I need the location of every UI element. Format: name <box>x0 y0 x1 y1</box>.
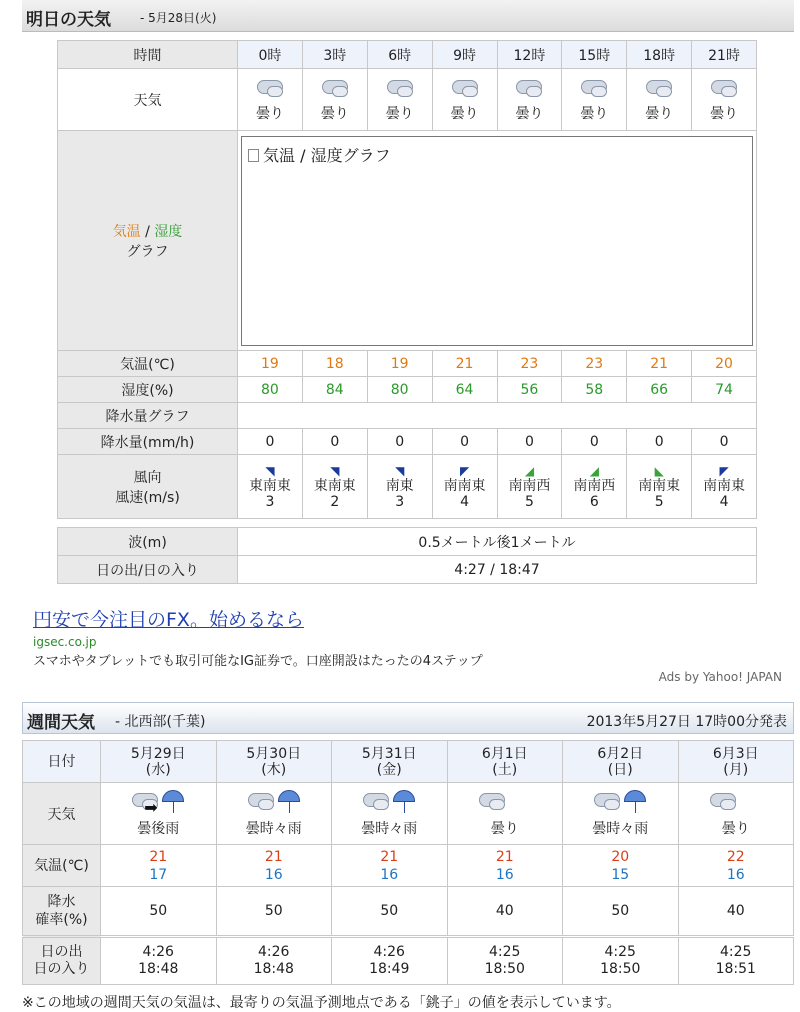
weekly-low-temp: 15 <box>611 866 630 883</box>
wind-cell <box>238 455 303 519</box>
wind-speed: 2 <box>330 493 340 510</box>
weekly-sun-row <box>23 937 794 985</box>
wind-speed: 5 <box>654 493 664 510</box>
sunrise-sunset-label: 日の出/日の入り <box>58 556 238 584</box>
weekly-high-temp: 20 <box>611 848 630 865</box>
humidity-cell: 80 <box>238 377 303 403</box>
ads-by-yahoo[interactable]: Ads by Yahoo! JAPAN <box>658 670 782 684</box>
weather-text: 曇り <box>450 105 479 122</box>
weekly-temp-cell <box>563 845 679 887</box>
wind-dir-label: 風向 <box>133 469 162 486</box>
weekly-temp-cell <box>216 845 332 887</box>
weekly-low-temp: 16 <box>264 866 283 883</box>
precip-cell: 0 <box>238 429 303 455</box>
weekly-sunset: 18:48 <box>138 961 179 977</box>
weekly-high-temp: 22 <box>726 848 745 865</box>
wind-direction: 南南西 <box>573 477 616 494</box>
wind-cell <box>692 455 757 519</box>
wind-speed: 4 <box>460 493 470 510</box>
graph-label-slash: / <box>140 223 155 240</box>
cloudy-icon <box>644 77 674 97</box>
temp-row <box>58 351 757 377</box>
weekly-weather-text: 曇時々雨 <box>592 820 649 837</box>
wind-speed: 5 <box>524 493 534 510</box>
wind-row <box>58 455 757 519</box>
temp-cell: 21 <box>432 351 497 377</box>
humidity-label: 湿度(%) <box>58 377 238 403</box>
temp-label: 気温(℃) <box>58 351 238 377</box>
ad-title-link[interactable]: 円安で今注目のFX。始めるなら <box>33 609 304 631</box>
wind-arrow-icon: ◢ <box>524 463 535 478</box>
cloud-front <box>397 86 413 97</box>
weekly-rain-row <box>23 887 794 937</box>
weekly-date: 5月29日 <box>130 745 186 762</box>
temp-cell: 23 <box>497 351 562 377</box>
weekly-dow: (木) <box>261 761 287 778</box>
weekly-rain-cell: 50 <box>563 887 679 937</box>
weekly-weather-cell <box>216 783 332 845</box>
temp-cell: 23 <box>562 351 627 377</box>
wind-direction: 南南西 <box>508 477 551 494</box>
weekly-high-temp: 21 <box>495 848 514 865</box>
hour-cell: 15時 <box>562 41 627 69</box>
weekly-sun-label-2: 日の入り <box>33 961 90 977</box>
weather-cell <box>432 69 497 131</box>
wind-arrow-icon: ◤ <box>459 463 470 478</box>
graph-row <box>58 131 757 351</box>
cloudy-icon <box>514 77 544 97</box>
weekly-low-temp: 16 <box>495 866 514 883</box>
wind-speed-label: 風速(m/s) <box>115 489 180 506</box>
graph-label-temp: 気温 <box>112 223 141 240</box>
sunrise-sunset-value: 4:27 / 18:47 <box>238 556 757 584</box>
weekly-sunset: 18:48 <box>253 961 294 977</box>
humidity-cell: 80 <box>367 377 432 403</box>
wind-cell <box>302 455 367 519</box>
tomorrow-weather-header <box>22 0 794 32</box>
weekly-sun-cell <box>101 937 217 985</box>
weekly-high-temp: 21 <box>149 848 168 865</box>
temp-cell: 19 <box>238 351 303 377</box>
weekly-temp-label: 気温(℃) <box>23 845 101 887</box>
weekly-rain-label-2: 確率(%) <box>35 912 88 928</box>
wind-direction: 南南東 <box>638 477 681 494</box>
cloudy-icon <box>450 77 480 97</box>
precip-cell: 0 <box>562 429 627 455</box>
weekly-date-label: 日付 <box>23 741 101 783</box>
weather-text: 曇り <box>645 105 674 122</box>
hour-cell: 18時 <box>627 41 692 69</box>
precip-graph-cell <box>238 403 757 429</box>
weekly-sun-cell <box>216 937 332 985</box>
weekly-rain-cell: 40 <box>678 887 794 937</box>
humidity-cell: 56 <box>497 377 562 403</box>
weather-cell <box>238 69 303 131</box>
wind-arrow-icon: ◥ <box>330 463 340 478</box>
hour-cell: 9時 <box>432 41 497 69</box>
graph-alt-text: 気温 / 湿度グラフ <box>263 145 391 165</box>
cloud-front <box>604 799 620 810</box>
cloud-front <box>267 86 283 97</box>
precip-cell: 0 <box>432 429 497 455</box>
temp-cell: 21 <box>627 351 692 377</box>
cloudy-icon <box>255 77 285 97</box>
weekly-sunrise: 4:26 <box>142 944 174 960</box>
weather-text: 曇り <box>580 105 609 122</box>
wind-direction: 南東 <box>385 477 414 494</box>
weekly-temp-cell <box>332 845 448 887</box>
precip-row <box>58 429 757 455</box>
umbrella-icon <box>162 790 184 802</box>
cloud-rain-icon <box>246 790 302 814</box>
graph-cell <box>238 131 757 351</box>
weekly-temp-cell <box>447 845 563 887</box>
weekly-high-temp: 21 <box>264 848 283 865</box>
cloud-rain-icon <box>361 790 417 814</box>
weekly-weather-cell <box>678 783 794 845</box>
weekly-weather-text: 曇後雨 <box>137 820 180 837</box>
precip-cell: 0 <box>367 429 432 455</box>
wind-arrow-icon: ◤ <box>719 463 729 478</box>
weekly-sun-cell <box>332 937 448 985</box>
weekly-sun-cell <box>563 937 679 985</box>
temp-cell: 18 <box>302 351 367 377</box>
weekly-weather-text: 曇り <box>721 820 750 837</box>
hour-cell: 3時 <box>302 41 367 69</box>
cloudy-icon <box>709 77 739 97</box>
weekly-dow: (日) <box>607 761 633 778</box>
weather-cell <box>302 69 367 131</box>
weekly-low-temp: 16 <box>380 866 399 883</box>
umbrella-icon <box>278 790 300 802</box>
cloudy-icon <box>385 77 415 97</box>
weekly-dow: (金) <box>376 761 402 778</box>
weekly-date: 6月3日 <box>712 745 759 762</box>
weekly-date-cell <box>563 741 679 783</box>
cloud-front <box>489 799 505 810</box>
cloud-front <box>656 86 672 97</box>
weekly-rain-cell: 50 <box>216 887 332 937</box>
precip-graph-label: 降水量グラフ <box>58 403 238 429</box>
weekly-weather-row <box>23 783 794 845</box>
weather-cell <box>497 69 562 131</box>
wind-direction: 東南東 <box>313 477 356 494</box>
humidity-cell: 58 <box>562 377 627 403</box>
precip-graph-row <box>58 403 757 429</box>
weekly-date-row <box>23 741 794 783</box>
weekly-dow: (月) <box>723 761 749 778</box>
weather-cell <box>562 69 627 131</box>
cloud-front <box>720 799 736 810</box>
wind-arrow-icon: ◥ <box>395 463 405 478</box>
cloud-front <box>591 86 607 97</box>
weekly-temp-cell <box>101 845 217 887</box>
weather-cell <box>627 69 692 131</box>
weekly-forecast-table <box>22 740 794 985</box>
weekly-date: 5月30日 <box>246 745 302 762</box>
weekly-date-cell <box>216 741 332 783</box>
humidity-cell: 74 <box>692 377 757 403</box>
cloud-front <box>526 86 542 97</box>
weekly-low-temp: 17 <box>149 866 168 883</box>
wind-cell <box>562 455 627 519</box>
weekly-sunrise: 4:26 <box>258 944 290 960</box>
wave-label: 波(m) <box>58 528 238 556</box>
weather-label: 天気 <box>58 69 238 131</box>
umbrella-icon <box>393 790 415 802</box>
ad-description: スマホやタブレットでも取引可能なIG証券で。口座開設はたったの4ステップ <box>33 654 483 669</box>
weather-row <box>58 69 757 131</box>
precip-label: 降水量(mm/h) <box>58 429 238 455</box>
weekly-sunset: 18:50 <box>600 961 641 977</box>
weekly-high-temp: 21 <box>380 848 399 865</box>
temp-cell: 20 <box>692 351 757 377</box>
temp-humidity-graph <box>241 136 753 346</box>
weekly-rain-label-1: 降水 <box>47 894 76 910</box>
weekly-published-time: 2013年5月27日 17時00分発表 <box>586 714 787 730</box>
precip-cell: 0 <box>302 429 367 455</box>
wind-direction: 南南東 <box>443 477 486 494</box>
wave-row <box>58 528 757 556</box>
hour-cell: 6時 <box>367 41 432 69</box>
weekly-weather-text: 曇り <box>490 820 519 837</box>
tomorrow-weather-title: 明日の天気 <box>26 10 111 30</box>
wind-direction: 東南東 <box>248 477 291 494</box>
wind-cell <box>432 455 497 519</box>
humidity-row <box>58 377 757 403</box>
weather-text: 曇り <box>385 105 414 122</box>
weekly-rain-cell: 50 <box>332 887 448 937</box>
cloud-front <box>258 799 274 810</box>
cloud-rain-icon <box>592 790 648 814</box>
tomorrow-weather-date: - 5月28日(火) <box>140 11 217 25</box>
graph-label-humidity: 湿度 <box>154 223 183 240</box>
wind-speed: 3 <box>395 493 405 510</box>
hour-cell: 12時 <box>497 41 562 69</box>
weekly-weather-text: 曇時々雨 <box>245 820 302 837</box>
weekly-dow: (土) <box>492 761 518 778</box>
cloudy-icon <box>320 77 350 97</box>
weekly-sunrise: 4:26 <box>373 944 405 960</box>
graph-label <box>58 131 238 351</box>
weather-text: 曇り <box>515 105 544 122</box>
wind-label <box>58 455 238 519</box>
umbrella-icon <box>624 790 646 802</box>
weekly-sunset: 18:49 <box>369 961 410 977</box>
weekly-sunset: 18:50 <box>484 961 525 977</box>
humidity-cell: 66 <box>627 377 692 403</box>
wave-value: 0.5メートル後1メートル <box>238 528 757 556</box>
weekly-weather-label: 天気 <box>23 783 101 845</box>
humidity-cell: 84 <box>302 377 367 403</box>
precip-cell: 0 <box>692 429 757 455</box>
sunrise-sunset-row <box>58 556 757 584</box>
wind-speed: 3 <box>265 493 275 510</box>
cloud-front <box>462 86 478 97</box>
weekly-rain-cell: 40 <box>447 887 563 937</box>
hour-cell: 21時 <box>692 41 757 69</box>
hourly-forecast-table <box>57 40 757 519</box>
cloud-rain-icon <box>130 790 186 817</box>
weekly-weather-header <box>22 702 794 734</box>
weekly-dow: (水) <box>145 761 171 778</box>
weekly-sunset: 18:51 <box>715 961 756 977</box>
weather-text: 曇り <box>320 105 349 122</box>
wave-sun-table <box>57 527 757 584</box>
weekly-sunrise: 4:25 <box>489 944 521 960</box>
cloud-front <box>721 86 737 97</box>
weather-cell <box>692 69 757 131</box>
weekly-weather-text: 曇時々雨 <box>361 820 418 837</box>
weekly-date-cell <box>678 741 794 783</box>
time-label: 時間 <box>58 41 238 69</box>
humidity-cell: 64 <box>432 377 497 403</box>
precip-cell: 0 <box>627 429 692 455</box>
wind-cell <box>367 455 432 519</box>
weekly-sunrise: 4:25 <box>720 944 752 960</box>
cloud-front <box>373 799 389 810</box>
temp-cell: 19 <box>367 351 432 377</box>
graph-label-word: グラフ <box>126 243 169 260</box>
wind-arrow-icon: ◥ <box>265 463 275 478</box>
weekly-sunrise: 4:25 <box>604 944 636 960</box>
wind-arrow-icon: ◢ <box>589 463 599 478</box>
wind-speed: 4 <box>719 493 729 510</box>
then-arrow-icon: ➡ <box>144 797 158 817</box>
weekly-sun-label <box>23 937 101 985</box>
weekly-weather-cell <box>101 783 217 845</box>
cloud-front <box>332 86 348 97</box>
broken-image-icon <box>248 149 259 162</box>
weekly-sun-cell <box>678 937 794 985</box>
weekly-sun-label-1: 日の出 <box>40 944 83 960</box>
weekly-weather-region: - 北西部(千葉) <box>115 714 206 730</box>
hour-cell: 0時 <box>238 41 303 69</box>
wind-cell <box>627 455 692 519</box>
cloudy-icon <box>579 77 609 97</box>
weekly-temperature-note: ※この地域の週間天気の気温は、最寄りの気温予測地点である「銚子」の値を表示しています。 <box>22 995 621 1011</box>
weekly-weather-title: 週間天気 <box>27 713 95 733</box>
weekly-temp-row <box>23 845 794 887</box>
weekly-date: 6月1日 <box>481 745 528 762</box>
weather-cell <box>367 69 432 131</box>
weekly-temp-cell <box>678 845 794 887</box>
weekly-date-cell <box>332 741 448 783</box>
hours-row <box>58 41 757 69</box>
cloudy-icon <box>477 790 533 814</box>
weekly-weather-cell <box>447 783 563 845</box>
cloudy-icon <box>708 790 764 814</box>
weather-text: 曇り <box>710 105 739 122</box>
weekly-weather-cell <box>332 783 448 845</box>
weekly-date-cell <box>101 741 217 783</box>
wind-cell <box>497 455 562 519</box>
weekly-sun-cell <box>447 937 563 985</box>
weekly-rain-label <box>23 887 101 937</box>
ad-url[interactable]: igsec.co.jp <box>33 635 97 649</box>
weekly-date: 5月31日 <box>361 745 417 762</box>
weekly-weather-cell <box>563 783 679 845</box>
wind-direction: 南南東 <box>703 477 746 494</box>
wind-speed: 6 <box>589 493 599 510</box>
weekly-date-cell <box>447 741 563 783</box>
sponsored-ad <box>33 605 793 669</box>
weather-text: 曇り <box>255 105 284 122</box>
weekly-low-temp: 16 <box>726 866 745 883</box>
weekly-date: 6月2日 <box>597 745 644 762</box>
wind-arrow-icon: ◣ <box>654 463 664 478</box>
weekly-rain-cell: 50 <box>101 887 217 937</box>
precip-cell: 0 <box>497 429 562 455</box>
